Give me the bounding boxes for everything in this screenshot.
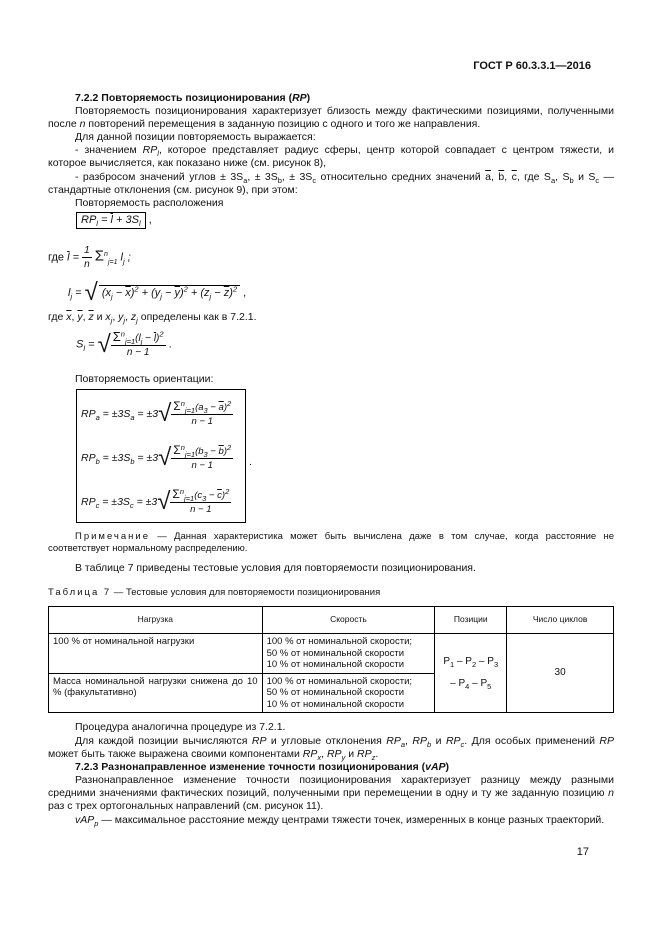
formula-period: . — [249, 456, 252, 468]
table-caption — [48, 586, 380, 599]
cell-speed — [262, 673, 435, 713]
paragraph-where-xyz: где $\overline{x}$, $\overline{y}$, $\overline{z}$ и $x_j$, $y_j$, $z_j$ определены как в 7.2.1. — [48, 311, 257, 326]
cell-load: Масса номинальной нагрузки снижена до 10 % (факультативно) — [49, 673, 263, 713]
paragraph-angles: - разбросом значений углов ± $3S_a$, ± $3S_b$, ± $3S_c$ относительно средних значений $\overline{a}$, $\overline{b}$, $\overline{c}$, где $S_a$, $S_b$ и $S_c$ — стандартные отклонения (см. рисунок 9), при этом: — [48, 171, 615, 197]
table-7 — [48, 606, 614, 713]
formula-sl: $S_l$ = √ $\frac{\Sigma^n_{j=1}(l_j - \overline{l})^2}{n - 1}$ . — [76, 329, 172, 359]
section-title-7-2-2: 7.2.2 Повторяемость позиционирования (RP) — [75, 92, 311, 104]
table-caption-label: Таблица 7 — [48, 587, 112, 598]
note-text: — Данная характеристика может быть вычислена даже в том случае, когда расстояние не соответствует нормальному распределению. — [48, 531, 614, 554]
header-cycles: Число циклов — [507, 607, 614, 634]
paragraph-rpl: - значением $RP_l$, которое представляет радиус сферы, центр которой совпадает с центром тяжести, и которое вычисляется, как показано ниже (см. рисунок 8), — [48, 144, 615, 170]
cell-positions: $P_1 - P_2 - P_3$ – $P_4 - P_5$ — [435, 634, 507, 713]
formula-rpa: $RP_a = \pm 3S_a = \pm 3√$ $\frac{\Sigma^n_{j=1}(a_3 - \overline{a})^2}{n - 1}$ — [81, 398, 232, 428]
paragraph-vapp: vAP$_p$ — максимальное расстояние между центрами тяжести точек, измеренных в конце разных траекторий. — [75, 814, 605, 829]
paragraph-expressed: Для данной позиции повторяемость выражается: — [75, 131, 316, 143]
formula-rpl: $RP_l = \overline{l} + 3S_l$ , — [76, 212, 152, 229]
paragraph-table-intro: В таблице 7 приведены тестовые условия для повторяемости позиционирования. — [75, 562, 476, 574]
speed-line: 10 % от номинальной скорости — [266, 659, 405, 670]
cell-speed — [262, 634, 435, 674]
formula-rpc: $RP_c = \pm 3S_c = \pm 3√$ $\frac{\Sigma^n_{j=1}(c_3 - \overline{c})^2}{n - 1}$ — [81, 486, 230, 516]
formula-l-bar: где $\overline{l}$ = $\frac{1}{n}$ $\Sigma^n_{j=1}$ $l_j$ ; — [48, 245, 131, 271]
where-label: где — [48, 251, 65, 264]
note-label: Примечание — [75, 531, 150, 542]
note — [48, 531, 614, 555]
paragraph-vap-definition: Разнонаправленное изменение точности позиционирования характеризует разницу между разными средними значениями фактических позиций, полученными при перемещении в одну и ту же заданную позицию n раз с трех ортогональных направлений (см. рисунок 11). — [48, 774, 614, 813]
cell-load: 100 % от номинальной нагрузки — [49, 634, 263, 674]
speed-line: 50 % от номинальной скорости — [266, 647, 405, 659]
formula-rpb: $RP_b = \pm 3S_b = \pm 3√$ $\frac{\Sigma^n_{j=1}(b_3 - \overline{b})^2}{n - 1}$ — [81, 442, 232, 472]
speed-line: 100 % от номинальной скорости; — [266, 636, 413, 647]
speed-line: 100 % от номинальной скорости; — [266, 675, 413, 687]
table-caption-text: — Тестовые условия для повторяемости позиционирования — [111, 587, 381, 598]
speed-line: 50 % от номинальной скорости — [266, 687, 405, 698]
page-number: 17 — [576, 846, 589, 858]
paragraph-definition: Повторяемость позиционирования характеризует близость между фактическими позициями, полученными после n повторений перемещения в заданную позицию с одного и того же направления. — [48, 105, 614, 131]
cell-cycles: 30 — [507, 634, 614, 713]
document-id: ГОСТ Р 60.3.3.1—2016 — [473, 60, 591, 72]
formula-orientation-box — [76, 389, 246, 523]
table-header-row — [49, 607, 614, 634]
paragraph-rp-components: Для каждой позиции вычисляются RP и угловые отклонения $RP_a$, $RP_b$ и $RP_c$. Для особых применений RP может быть также выражена своими компонентами $RP_x$, $RP_y$ и $RP_z$. — [48, 735, 615, 763]
paragraph-procedure: Процедура аналогична процедуре из 7.2.1. — [75, 721, 286, 733]
header-positions: Позиции — [435, 607, 507, 634]
paragraph-location-repeatability: Повторяемость расположения — [75, 197, 224, 209]
formula-lj: $l_j$ = √ $(x_j - \overline{x})^2 + (y_j - \overline{y})^2 + (z_j - \overline{z})^2$ , — [68, 279, 247, 306]
speed-line: 10 % от номинальной скорости — [266, 698, 405, 710]
table-row — [49, 634, 614, 674]
section-title-7-2-3: 7.2.3 Разнонаправленное изменение точности позиционирования (vAP) — [75, 761, 450, 773]
header-speed: Скорость — [262, 607, 435, 634]
paragraph-orientation: Повторяемость ориентации: — [75, 373, 214, 385]
header-load: Нагрузка — [49, 607, 263, 634]
